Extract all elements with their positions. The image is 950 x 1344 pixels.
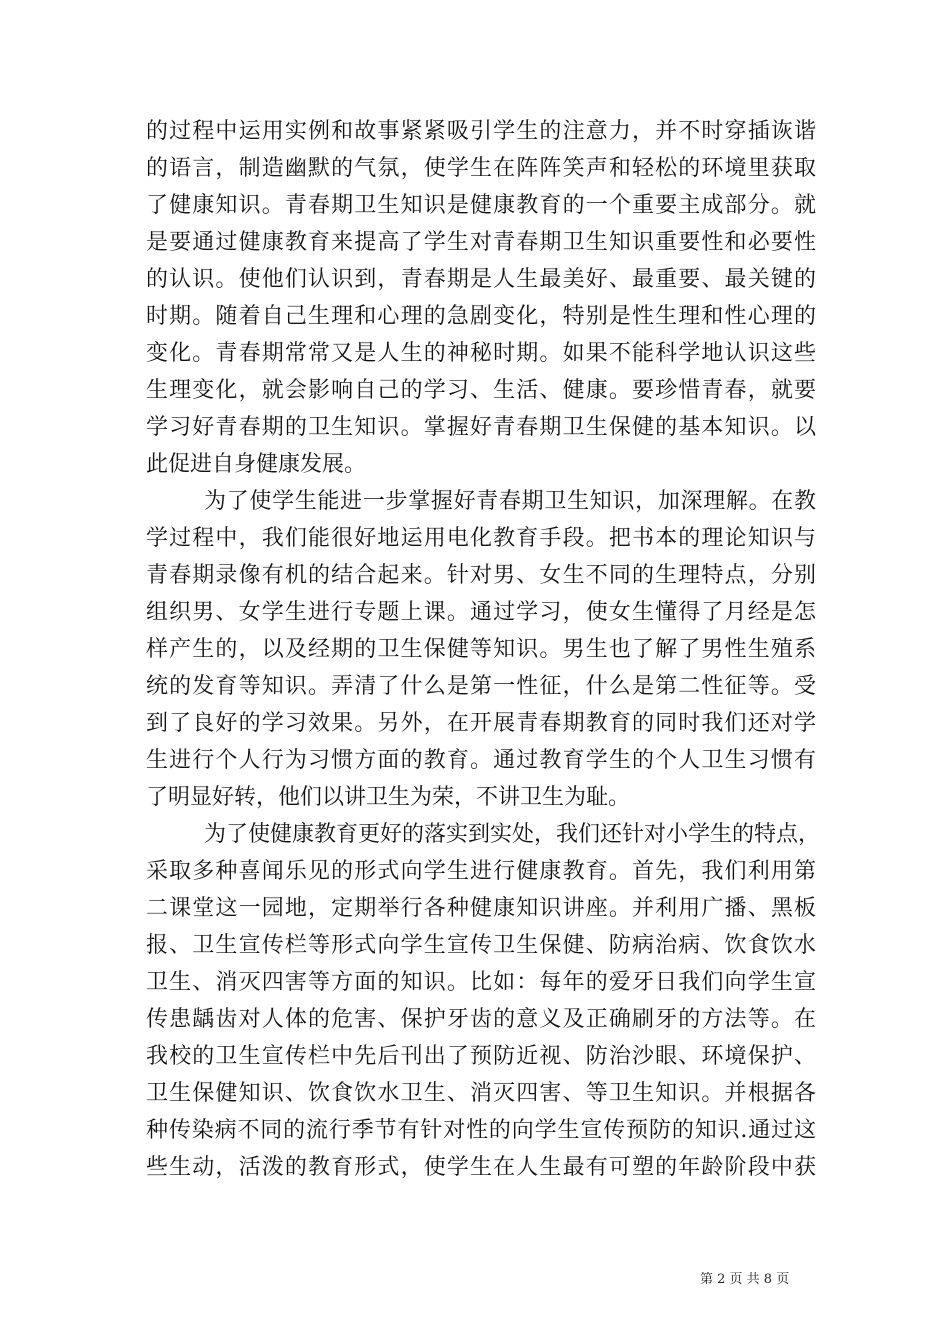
text-line: 到了良好的学习效果。另外，在开展青春期教育的同时我们还对学	[146, 711, 816, 736]
text-line: 我校的卫生宣传栏中先后刊出了预防近视、防治沙眼、环境保护、	[146, 1044, 816, 1069]
paragraph-3	[146, 816, 821, 1186]
text-line: 报、卫生宣传栏等形式向学生宣传卫生保健、防病治病、饮食饮水	[146, 933, 816, 958]
text-line: 统的发育等知识。弄清了什么是第一性征，什么是第二性征等。受	[146, 674, 816, 699]
text-line: 样产生的，以及经期的卫生保健等知识。男生也了解了男性生殖系	[146, 637, 816, 662]
text-line: 是要通过健康教育来提高了学生对青春期卫生知识重要性和必要性	[146, 230, 816, 255]
text-line: 变化。青春期常常又是人生的神秘时期。如果不能科学地认识这些	[146, 341, 816, 366]
text-line: 种传染病不同的流行季节有针对性的向学生宣传预防的知识.通过这	[146, 1118, 816, 1143]
text-line: 此促进自身健康发展。	[146, 452, 367, 477]
text-line: 学过程中，我们能很好地运用电化教育手段。把书本的理论知识与	[146, 526, 816, 551]
text-line: 为了使学生能进一步掌握好青春期卫生知识，加深理解。在教	[204, 489, 816, 514]
text-line: 卫生保健知识、饮食饮水卫生、消灭四害、等卫生知识。并根据各	[146, 1081, 816, 1106]
paragraph-2	[146, 483, 816, 816]
text-line: 采取多种喜闻乐见的形式向学生进行健康教育。首先，我们利用第	[146, 859, 816, 884]
text-line: 些生动，活泼的教育形式，使学生在人生最有可塑的年龄阶段中获	[146, 1155, 816, 1180]
text-line: 了健康知识。青春期卫生知识是健康教育的一个重要主成部分。就	[146, 193, 816, 218]
text-line: 二课堂这一园地，定期举行各种健康知识讲座。并利用广播、黑板	[146, 896, 816, 921]
text-line: 卫生、消灭四害等方面的知识。比如：每年的爱牙日我们向学生宣	[146, 970, 816, 995]
text-line: 的语言，制造幽默的气氛，使学生在阵阵笑声和轻松的环境里获取	[146, 156, 816, 181]
text-line: 青春期录像有机的结合起来。针对男、女生不同的生理特点，分别	[146, 563, 816, 588]
paragraph-1	[146, 113, 816, 483]
text-line: 学习好青春期的卫生知识。掌握好青春期卫生保健的基本知识。以	[146, 415, 816, 440]
text-line: 组织男、女学生进行专题上课。通过学习，使女生懂得了月经是怎	[146, 600, 816, 625]
text-line: 传患龋齿对人体的危害、保护牙齿的意义及正确刷牙的方法等。在	[146, 1007, 816, 1032]
body-text	[146, 113, 821, 1186]
text-line: 时期。随着自己生理和心理的急剧变化，特别是性生理和性心理的	[146, 304, 816, 329]
text-line: 为了使健康教育更好的落实到实处，我们还针对小学生的特点，	[204, 822, 821, 847]
text-line: 了明显好转，他们以讲卫生为荣，不讲卫生为耻。	[146, 785, 631, 810]
text-line: 的过程中运用实例和故事紧紧吸引学生的注意力，并不时穿插诙谐	[146, 119, 816, 144]
text-line: 的认识。使他们认识到，青春期是人生最美好、最重要、最关键的	[146, 267, 816, 292]
text-line: 生进行个人行为习惯方面的教育。通过教育学生的个人卫生习惯有	[146, 748, 816, 773]
page-number: 第 2 页 共 8 页	[700, 1272, 790, 1287]
text-line: 生理变化，就会影响自己的学习、生活、健康。要珍惜青春，就要	[146, 378, 816, 403]
